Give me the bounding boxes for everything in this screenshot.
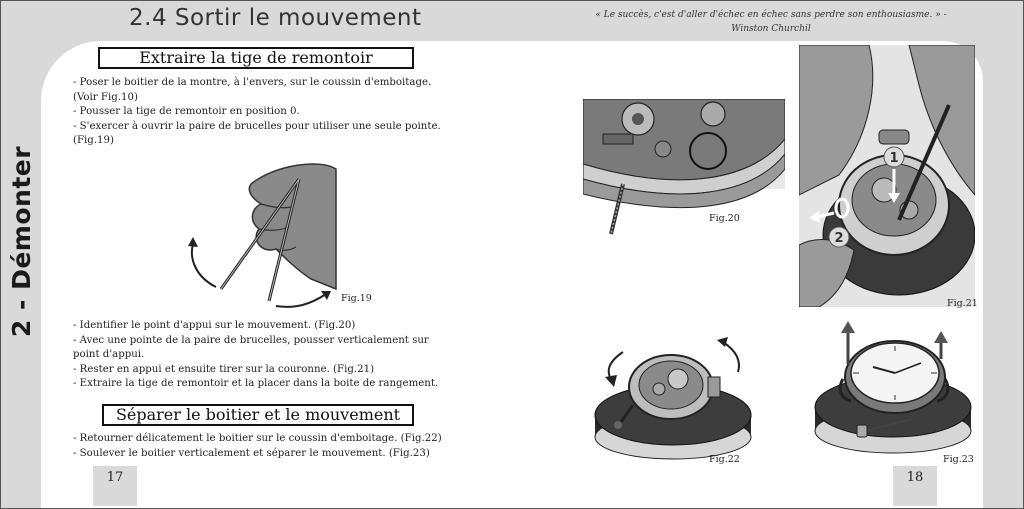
section-title-separer: Séparer le boitier et le mouvement — [102, 404, 414, 426]
text-line: - S'exercer à ouvrir la paire de brucelles pour utiliser une seule pointe. — [73, 120, 441, 132]
quote-text: « Le succès, c'est d'aller d'échec en échec sans perdre son enthousiasme. » - — [595, 10, 947, 20]
page-number-right: 18 — [893, 466, 937, 506]
quote-author: Winston Churchil — [731, 24, 811, 34]
fig20-label: Fig.20 — [709, 213, 740, 224]
fig21-marker-1: 1 — [889, 151, 899, 166]
text-line: - Pousser la tige de remontoir en position 0. — [73, 106, 300, 118]
text-line: point d'appui. — [73, 349, 145, 361]
fig21-stem-extraction — [799, 45, 975, 307]
fig22-case-on-cushion — [593, 327, 753, 461]
text-line: - Identifier le point d'appui sur le mouvement. (Fig.20) — [73, 320, 356, 331]
header-quote — [581, 8, 961, 36]
text-line: - Avec une pointe de la paire de brucelles, pousser verticalement sur — [73, 334, 429, 346]
fig21-marker-2: 2 — [834, 231, 844, 246]
fig20-movement-closeup — [583, 99, 785, 237]
text-line: - Retourner délicatement le boitier sur le coussin d'emboitage. (Fig.22) — [73, 433, 442, 444]
right-side-band — [983, 1, 1024, 509]
text-line: - Soulever le boitier verticalement et séparer le mouvement. (Fig.23) — [73, 447, 430, 459]
text-line: (Voir Fig.10) — [73, 91, 138, 103]
chapter-side-title-text: 2 - Démonter — [7, 145, 37, 337]
page-heading: 2.4 Sortir le mouvement — [129, 5, 422, 31]
fig22-label: Fig.22 — [709, 454, 740, 465]
fig19-label: Fig.19 — [341, 293, 372, 304]
fig23-label: Fig.23 — [943, 454, 974, 465]
fig21-label: Fig.21 — [947, 298, 978, 309]
text-line: - Rester en appui et ensuite tirer sur la couronne. (Fig.21) — [73, 363, 375, 375]
section1-paragraph-2 — [73, 319, 443, 392]
page-number-left: 17 — [93, 466, 137, 506]
section1-paragraph — [73, 76, 443, 149]
section-title-extraire: Extraire la tige de remontoir — [98, 47, 414, 69]
text-line: (Fig.19) — [73, 135, 114, 147]
chapter-side-title — [5, 145, 39, 337]
section2-paragraph — [73, 432, 473, 461]
fig19-tweezers-illustration — [181, 159, 341, 309]
text-line: - Poser le boitier de la montre, à l'envers, sur le coussin d'emboitage. — [73, 77, 432, 88]
fig23-movement-separated — [813, 319, 973, 459]
text-line: - Extraire la tige de remontoir et la placer dans la boite de rangement. — [73, 378, 439, 390]
